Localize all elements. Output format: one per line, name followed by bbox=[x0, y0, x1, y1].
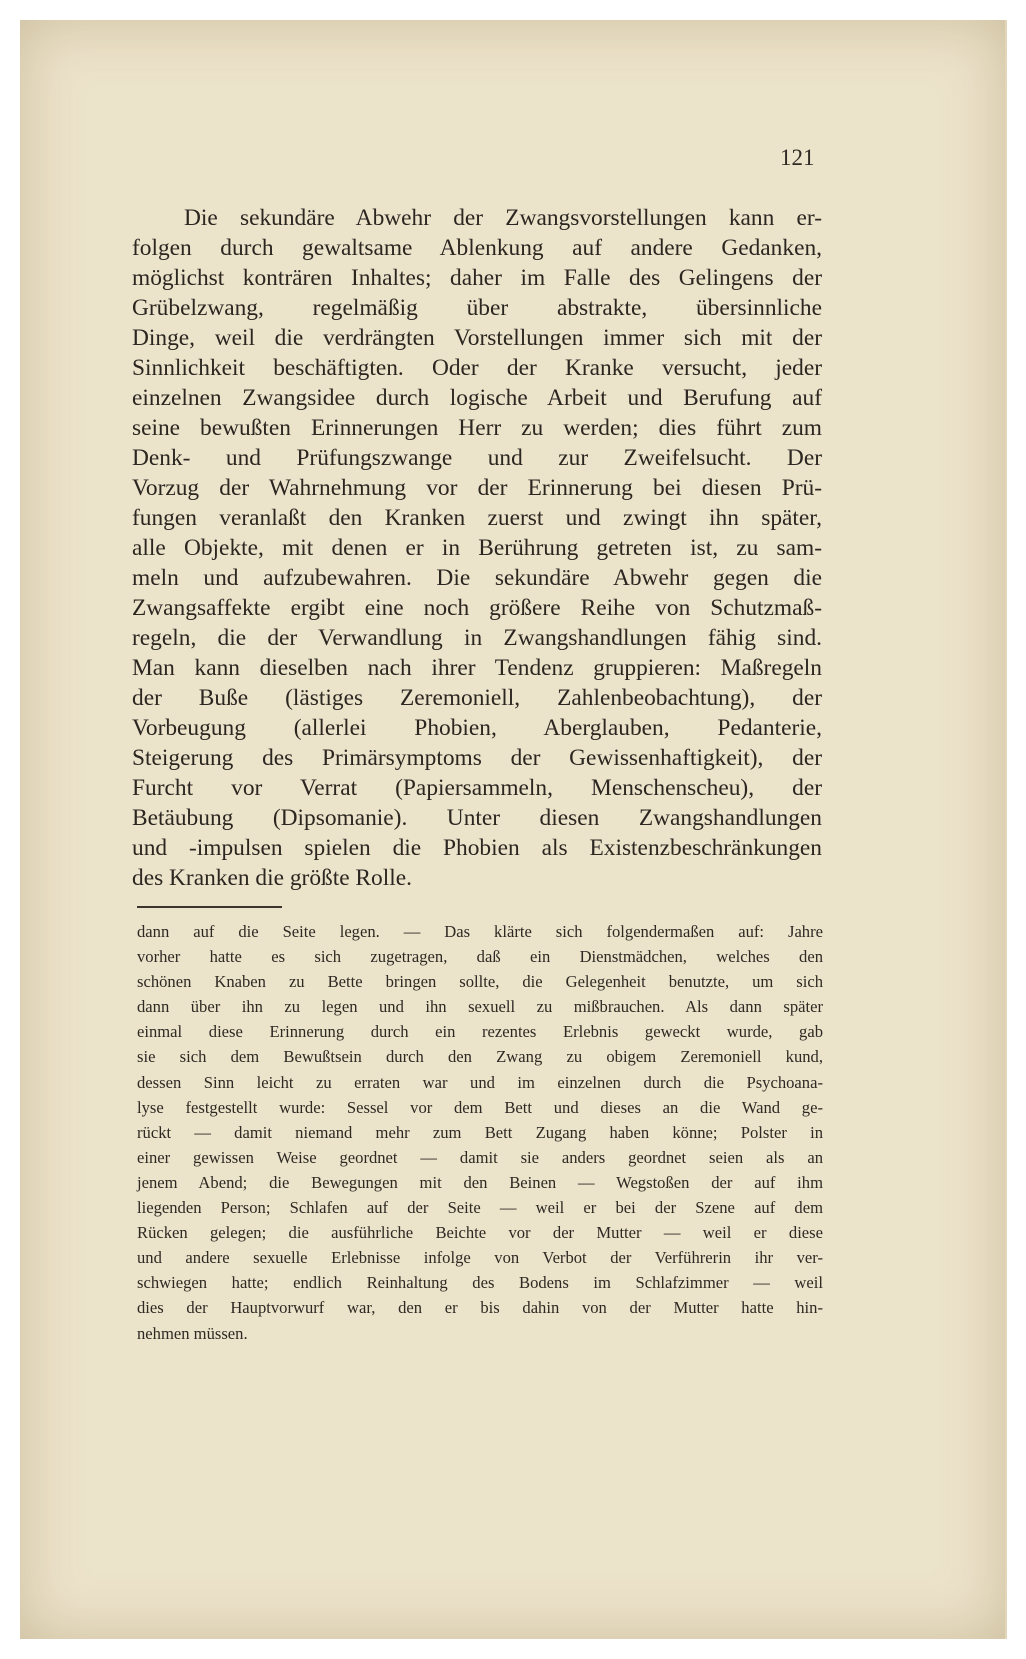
paragraph-line: meln und aufzubewahren. Die sekundäre Abwehr gegen die bbox=[132, 565, 822, 591]
footnote-line: sie sich dem Bewußtsein durch den Zwang zu obigem Zeremoniell kund, bbox=[137, 1047, 823, 1067]
footnote-line: Rücken gelegen; die ausführliche Beichte vor der Mutter — weil er diese bbox=[137, 1223, 823, 1243]
footnote-line: dessen Sinn leicht zu erraten war und im einzelnen durch die Psychoana- bbox=[137, 1072, 823, 1092]
paragraph-line: Sinnlichkeit beschäftigten. Oder der Kranke versucht, jeder bbox=[132, 355, 822, 381]
paragraph-line: Steigerung des Primärsymptoms der Gewissenhaftigkeit), der bbox=[132, 745, 822, 771]
footnote-separator bbox=[137, 906, 282, 908]
paragraph-line: der Buße (lästiges Zeremoniell, Zahlenbeobachtung), der bbox=[132, 685, 822, 711]
paragraph-line: fungen veranlaßt den Kranken zuerst und zwingt ihn später, bbox=[132, 505, 822, 531]
footnote-line: lyse festgestellt wurde: Sessel vor dem Bett und dieses an die Wand ge- bbox=[137, 1097, 823, 1117]
paragraph-line: Man kann dieselben nach ihrer Tendenz gruppieren: Maßregeln bbox=[132, 655, 822, 681]
paragraph-line: des Kranken die größte Rolle. bbox=[132, 865, 412, 891]
paragraph-line: und -impulsen spielen die Phobien als Existenzbeschränkungen bbox=[132, 835, 822, 861]
footnote-line: liegenden Person; Schlafen auf der Seite — weil er bei der Szene auf dem bbox=[137, 1198, 823, 1218]
footnote-line: dann auf die Seite legen. — Das klärte sich folgendermaßen auf: Jahre bbox=[137, 922, 823, 941]
paragraph-line: Vorbeugung (allerlei Phobien, Aberglauben, Pedanterie, bbox=[132, 715, 822, 741]
paragraph-line: Betäubung (Dipsomanie). Unter diesen Zwangshandlungen bbox=[132, 805, 822, 831]
paragraph-line: seine bewußten Erinnerungen Herr zu werden; dies führt zum bbox=[132, 415, 822, 441]
paragraph-line: einzelnen Zwangsidee durch logische Arbeit und Berufung auf bbox=[132, 385, 822, 411]
page-number: 121 bbox=[780, 145, 815, 170]
main-paragraph bbox=[132, 203, 822, 893]
footnote-line: dann über ihn zu legen und ihn sexuell zu mißbrauchen. Als dann später bbox=[137, 997, 823, 1017]
footnote-line: einmal diese Erinnerung durch ein rezentes Erlebnis geweckt wurde, gab bbox=[137, 1022, 823, 1042]
footnote-line: einer gewissen Weise geordnet — damit sie anders geordnet seien als an bbox=[137, 1147, 823, 1167]
footnote-line: rückt — damit niemand mehr zum Bett Zugang haben könne; Polster in bbox=[137, 1122, 823, 1142]
paragraph-line: regeln, die der Verwandlung in Zwangshandlungen fähig sind. bbox=[132, 625, 822, 651]
footnote-line: schönen Knaben zu Bette bringen sollte, die Gelegenheit benutzte, um sich bbox=[137, 972, 823, 992]
paragraph-line: alle Objekte, mit denen er in Berührung getreten ist, zu sam- bbox=[132, 535, 822, 561]
footnote-line: jenem Abend; die Bewegungen mit den Beinen — Wegstoßen der auf ihm bbox=[137, 1172, 823, 1192]
footnote-line: nehmen müssen. bbox=[137, 1323, 248, 1343]
footnote-line: schwiegen hatte; endlich Reinhaltung des Bodens im Schlafzimmer — weil bbox=[137, 1273, 823, 1293]
scanned-page bbox=[20, 20, 1007, 1639]
paragraph-line: Die sekundäre Abwehr der Zwangsvorstellungen kann er- bbox=[184, 205, 822, 231]
paragraph-line: Grübelzwang, regelmäßig über abstrakte, übersinnliche bbox=[132, 295, 822, 321]
paragraph-line: Vorzug der Wahrnehmung vor der Erinnerung bei diesen Prü- bbox=[132, 475, 822, 501]
footnote bbox=[137, 919, 823, 1346]
paragraph-line: möglichst konträren Inhaltes; daher im Falle des Gelingens der bbox=[132, 265, 822, 291]
footnote-line: dies der Hauptvorwurf war, den er bis dahin von der Mutter hatte hin- bbox=[137, 1298, 823, 1318]
footnote-line: vorher hatte es sich zugetragen, daß ein Dienstmädchen, welches den bbox=[137, 947, 823, 967]
paragraph-line: folgen durch gewaltsame Ablenkung auf andere Gedanken, bbox=[132, 235, 822, 261]
paragraph-line: Dinge, weil die verdrängten Vorstellungen immer sich mit der bbox=[132, 325, 822, 351]
paragraph-line: Zwangsaffekte ergibt eine noch größere Reihe von Schutzmaß- bbox=[132, 595, 822, 621]
paragraph-line: Denk- und Prüfungszwange und zur Zweifelsucht. Der bbox=[132, 445, 822, 471]
footnote-line: und andere sexuelle Erlebnisse infolge von Verbot der Verführerin ihr ver- bbox=[137, 1248, 823, 1268]
paragraph-line: Furcht vor Verrat (Papiersammeln, Menschenscheu), der bbox=[132, 775, 822, 801]
